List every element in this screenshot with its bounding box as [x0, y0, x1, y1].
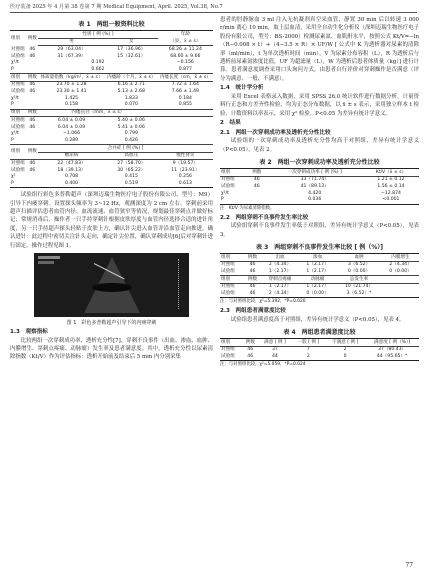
- table-row: χ²/t −1.066 0.799: [11, 131, 138, 137]
- table-row: P 0.036 <0.001: [221, 197, 400, 203]
- section-heading: 1.3 观察指标: [10, 328, 48, 335]
- right-column: [220, 16, 419, 370]
- section-heading: 2.2 两组穿刺不良事件发生率比较: [220, 214, 309, 221]
- table1: [10, 30, 213, 188]
- table-row: 对照组 46 33（71.74） 1.21 ± 0.12: [221, 177, 405, 183]
- table-row: 糖尿病 高血压 慢性肾炎: [10, 152, 213, 160]
- table-row: 试验组 46 31（67.39） 15（32.61） 68.60 ± 9.66: [11, 53, 201, 59]
- figure-caption: 图 1 彩色多普勒超声引导下的内瘘穿刺: [66, 319, 157, 326]
- table-row: 对照组 46 2（4.34） 1（2.17） 3（6.52） 2（4.34）: [221, 262, 412, 268]
- table-row: 组别 例数 满意 [ 例 ] 一般 [ 例 ] 不满意 [ 例 ] 满意度 [ 例（%）]: [220, 339, 419, 347]
- header-rule: [10, 12, 417, 13]
- table-row: χ²/t 1.425 1.833 0.184: [11, 95, 192, 101]
- table-row: 试验组 46 18（39.13） 30（65.22） 11（23.91）: [11, 167, 200, 173]
- table1-caption: 表 1 两组一般资料比较: [78, 21, 145, 28]
- table-row: 组别 例数 一次穿刺成功率 [ 例 (%) ] Kt/V（x̄ ± s）: [220, 169, 419, 177]
- table-row: 试验组 46 6.04 ± 0.09 5.41 ± 0.06: [11, 124, 145, 130]
- table-note: 注：与对照组比较，χ²=5.059，*P=0.024: [220, 362, 306, 368]
- depth-scale: [178, 259, 181, 309]
- section-heading: 2 结果: [220, 120, 241, 127]
- running-header: 医疗装备 2025 年 4 月第 38 卷第 7 期 Medical Equipment, April. 2025, Vol.38, No.7: [10, 4, 223, 10]
- table-row: 试验组 46 23.30 ± 1.41 5.13 ± 2.68 7.66 ± 1.49: [11, 89, 199, 95]
- table-row: 组别 例数 出血 渗血 血肿 内膜增生: [220, 253, 419, 261]
- table-row: 试验组 46 41（89.13） 1.56 ± 0.14: [221, 184, 405, 190]
- table-row: P 0.289 0.426: [11, 137, 138, 143]
- result-paragraph: 试验组穿刺不良事件发生率低于对照组，差异有统计学意义（P<0.05），见表 3。: [220, 223, 419, 238]
- image-label-bar: [38, 261, 54, 264]
- page-number: 77: [405, 562, 413, 569]
- ultrasound-image: [34, 253, 189, 317]
- table-row: χ²/t 4.420 −12.874: [221, 190, 401, 196]
- table-row: 对照组 46 23.70 ± 1.28 6.16 ± 2.71 7.72 ± 1.64: [11, 82, 199, 88]
- section-heading: 2.3 两组患者满意度比较: [220, 308, 286, 315]
- table-row: 试验组 46 44 2 0 44（95.65）*: [221, 354, 408, 359]
- table-row: 对照组 46 37 7 2 37（80.43）: [221, 347, 407, 353]
- table-note: 注：Kt/V 为尿素清除指数。: [220, 205, 275, 211]
- vessel-lumen: [92, 283, 132, 292]
- table2-caption: 表 2 两组一次穿刺成功率及透析充分性比较: [259, 159, 380, 167]
- table-row: 试验组 46 1（2.17） 1（2.17） 0（0.00） 0（0.00）: [221, 268, 412, 274]
- table-row: P 0.158 0.070 0.855: [11, 102, 192, 108]
- table-row: 对照组 46 29（63.04） 17（36.96） 68.26 ± 11.24: [11, 46, 202, 52]
- result-paragraph: 试验组患者满意度高于对照组，差异有统计学意义（P<0.05），见表 4。: [230, 316, 405, 323]
- table-row: P 0.400 0.519 0.613: [11, 181, 192, 187]
- table-note: 注：与对照组比较，χ²=5.392，*P=0.020: [220, 299, 306, 305]
- table-row: 组别 例数 体质量指数（kg/m²，x̄ ± s） 内瘘龄（个月，x̄ ± s） 内瘘长度（cm，x̄ ± s）: [10, 74, 213, 82]
- table-row: χ²/t 0.192 −0.156: [11, 60, 194, 66]
- table-row: 对照组 46 6.04 ± 0.09 5.40 ± 0.06: [11, 117, 145, 123]
- table3: [220, 253, 419, 298]
- table-row: 组别 例数 性别 [ 例 (%) ] 年龄: [11, 31, 190, 41]
- table2: [220, 168, 419, 204]
- table-row: P 0.662 0.877: [11, 67, 192, 73]
- table-row: 对照组 46 1（2.17） 1（2.17） 10（21.74）: [221, 284, 374, 290]
- table-row: 试验组 46 2（4.34） 0（0.00） 3（6.52）*: [221, 290, 372, 296]
- image-label-bar: [38, 256, 60, 259]
- table-row: 对照组 46 22（47.83） 27（58.70） 9（19.57）: [11, 160, 198, 166]
- table-row: χ² 0.708 0.415 0.256: [11, 174, 192, 180]
- table-row: 组别 例数 合并症 [ 例 (%) ]: [10, 145, 213, 153]
- result-paragraph: 试验组的一次穿刺成功率及透析充分性均高于对照组，差异有统计学意义（P<0.05），见表 2。: [220, 138, 419, 153]
- section-heading: 2.1 两组一次穿刺成功率及透析充分性比较: [220, 129, 331, 136]
- table-row: 组别 例数 内瘘直径（mm，x̄ ± s）: [10, 109, 213, 117]
- table4: [220, 338, 419, 361]
- left-column: [10, 16, 213, 362]
- table-row: 组别 例数 穿刺点疼痛 动脉瘤 总发生率: [220, 275, 419, 283]
- table3-caption: 表 3 两组穿刺不良事件发生率比较 [ 例（%）]: [256, 243, 383, 251]
- table-row: 男 女 （岁，x̄ ± s）: [10, 38, 213, 46]
- method-paragraph: 试验组行彩色多普勒超声（深圳迈瑞生物医疗电子股份有限公司，型号：M9）引导下内瘘穿刺。设置探头频率为 3~12 Hz，观测深度为 2 cm 左右。穿刺前采用超声扫描评估患者血管内径、血流流速、血管狭窄等情况，规划最佳穿刺点并做好标记；常规消毒后，操作者一只手持穿刺针根据皮肤厚度与血管内径选择合适的进针角度，另一只手持超声探头轻贴于皮肤上方，确认针尖进入血管并沿血管走向推进，确认进针：此过程中密切关注针头走向，确定针尖位置，确认穿刺成功[6]后对穿刺针进行固定。操作过程见图 1。: [10, 192, 213, 249]
- observation-paragraph: 比较两组一次穿刺成功率、透析充分性[7]、穿刺不良事件（出血、渗血、血肿、内膜增生、穿刺点疼痛、动脉瘤）发生率及患者满意度。其中，透析充分性以尿素清除指数（Kt/V）作为评估指标：透析开始前及结束后 5 min 内分别采集: [10, 337, 213, 361]
- section-heading: 1.4 统计学分析: [220, 85, 264, 92]
- table4-caption: 表 4 两组患者满意度比较: [283, 329, 356, 337]
- kt-v-paragraph: 患者的肘静脉血 3 ml 注入无抗凝剂真空采血管，静置 30 min 后以转速 3 000 r/min 离心 10 min，取上层血清，采用全自动生化分析仪（深圳迈瑞生物医疗电子股份有限公司，型号：BS-2000）检测尿素氮、血肌酐水平，按照公式 Kt/V=−ln（R−0.008 × t）+（4−3.5 × R）× UF/W [ 公式中 K 为透析器对尿素的清除率（ml/min），t 为单次透析时间（min），V 为尿素分布容积（L），R 为透析后与透析前尿素氮浓度比值，UF 为超滤量（L），W 为透析后患者体质量（kg）] 进行计算。患者满意度调查采用口头询问方式，由患者自行评价对穿刺操作是否满意（评分为满意、一般、不满意）。: [220, 17, 419, 82]
- statistics-paragraph: 采用 Excel 表格录入数据，采用 SPSS 26.0 统计软件进行数据分析。计量资料行正态和方差齐性检验，均为正态分布数据，以 x̄ ± s 表示，采用独立样本 t 检验，计数资料以率表示，采用 χ² 检验。P<0.05 为差异有统计学意义。: [220, 93, 419, 117]
